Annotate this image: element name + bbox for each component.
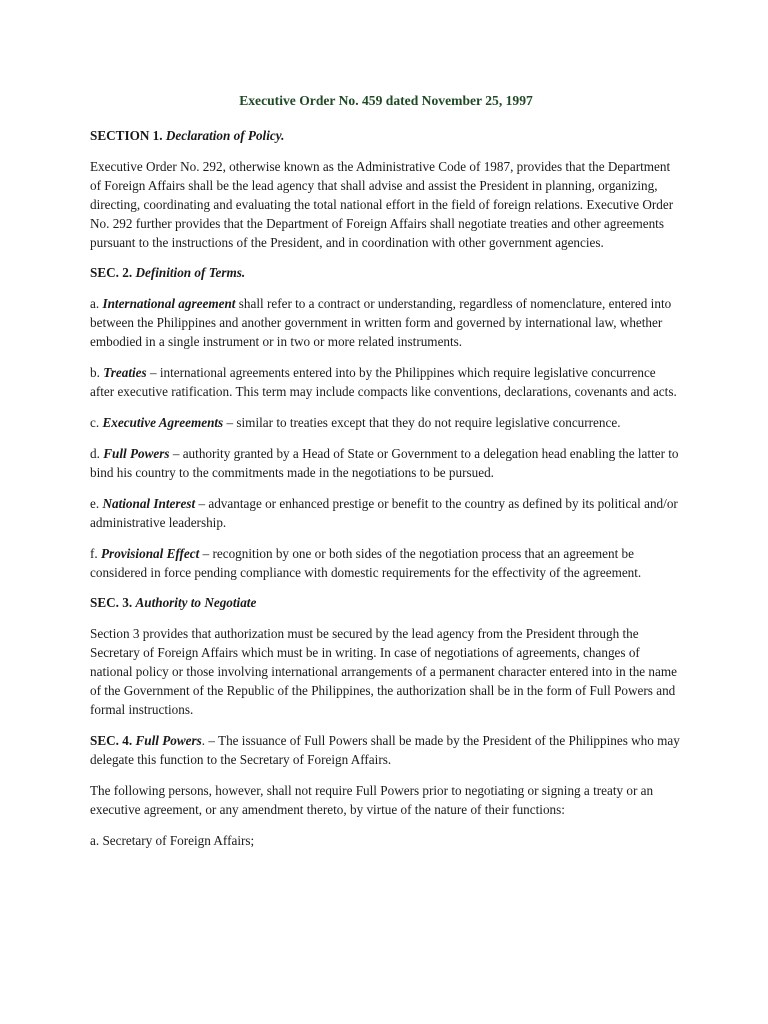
definition-term: Full Powers (103, 446, 170, 461)
definition-item (90, 544, 682, 582)
definition-item (90, 444, 682, 482)
section-1-body: Executive Order No. 292, otherwise known as the Administrative Code of 1987, provides that the Department of Foreign Affairs shall be the lead agency that shall advise and assist the President in planning, organizing, directing, coordinating and evaluating the total national effort in the field of foreign relations. Executive Order No. 292 further provides that the Department of Foreign Affairs shall negotiate treaties and other agreements pursuant to the instructions of the President, and in coordination with other government agencies. (90, 159, 674, 250)
definition-text: shall refer to a contract or understanding, regardless of nomenclature, entered into between the Philippines and another government in written form and governed by international law, whether embodied in a single instrument or in two or more related instruments. (90, 296, 672, 349)
section-4-number: SEC. 4. (90, 733, 133, 748)
definition-term: Executive Agreements (102, 415, 224, 430)
definition-prefix: d. (90, 446, 104, 461)
definition-text: – authority granted by a Head of State or Government to a delegation head enabling the latter to bind his country to the commitments made in the negotiations to be pursued. (90, 446, 679, 480)
section-4-text: . – The issuance of Full Powers shall be made by the President of the Philippines who may delegate this function to the Secretary of Foreign Affairs. (90, 733, 680, 767)
definition-item (90, 294, 682, 351)
definition-item (90, 494, 682, 532)
definition-prefix: f. (90, 546, 101, 561)
section-3-title: Authority to Negotiate (135, 595, 257, 610)
definition-text: – international agreements entered into by the Philippines which require legislative concurrence after executive ratification. This term may include compacts like conventions, declarations, covenants and acts. (90, 365, 677, 399)
section-1-title: Declaration of Policy. (165, 128, 285, 143)
definition-item (90, 413, 682, 432)
definition-text: – advantage or enhanced prestige or benefit to the country as defined by its political and/or administrative leadership. (90, 496, 678, 530)
section-1-heading (90, 127, 682, 145)
section-3-body: Section 3 provides that authorization must be secured by the lead agency from the President through the Secretary of Foreign Affairs which must be in writing. In case of negotiations of agreements, changes of national policy or those involving international arrangements of a permanent character entered into in the name of the Government of the Republic of the Philippines, the authorization shall be in the form of Full Powers and formal instructions. (90, 626, 677, 717)
definition-term: Provisional Effect (101, 546, 200, 561)
section-2-number: SEC. 2. (90, 265, 133, 280)
definition-term: National Interest (102, 496, 196, 511)
definition-prefix: e. (90, 496, 103, 511)
definition-term: International agreement (102, 296, 236, 311)
section-4-title: Full Powers (135, 733, 202, 748)
definition-prefix: b. (90, 365, 104, 380)
definition-text: – recognition by one or both sides of the negotiation process that an agreement be considered in force pending compliance with domestic requirements for the effectivity of the agreement. (90, 546, 642, 580)
definition-text: – similar to treaties except that they do not require legislative concurrence. (223, 415, 621, 430)
definition-prefix: c. (90, 415, 103, 430)
section-3-number: SEC. 3. (90, 595, 133, 610)
section-4-paragraph (90, 731, 682, 769)
section-1-number: SECTION 1. (90, 128, 163, 143)
document-title: Executive Order No. 459 dated November 25, 1997 (239, 93, 533, 108)
definition-term: Treaties (103, 365, 147, 380)
section-2-heading (90, 264, 682, 282)
section-3-heading (90, 594, 682, 612)
section-2-title: Definition of Terms. (135, 265, 246, 280)
section-4-body: The following persons, however, shall not require Full Powers prior to negotiating or signing a treaty or an executive agreement, or any amendment thereto, by virtue of the nature of their functions: (90, 783, 654, 817)
definition-item (90, 363, 682, 401)
definition-prefix: a. (90, 296, 103, 311)
list-item-a: a. Secretary of Foreign Affairs; (90, 833, 255, 848)
